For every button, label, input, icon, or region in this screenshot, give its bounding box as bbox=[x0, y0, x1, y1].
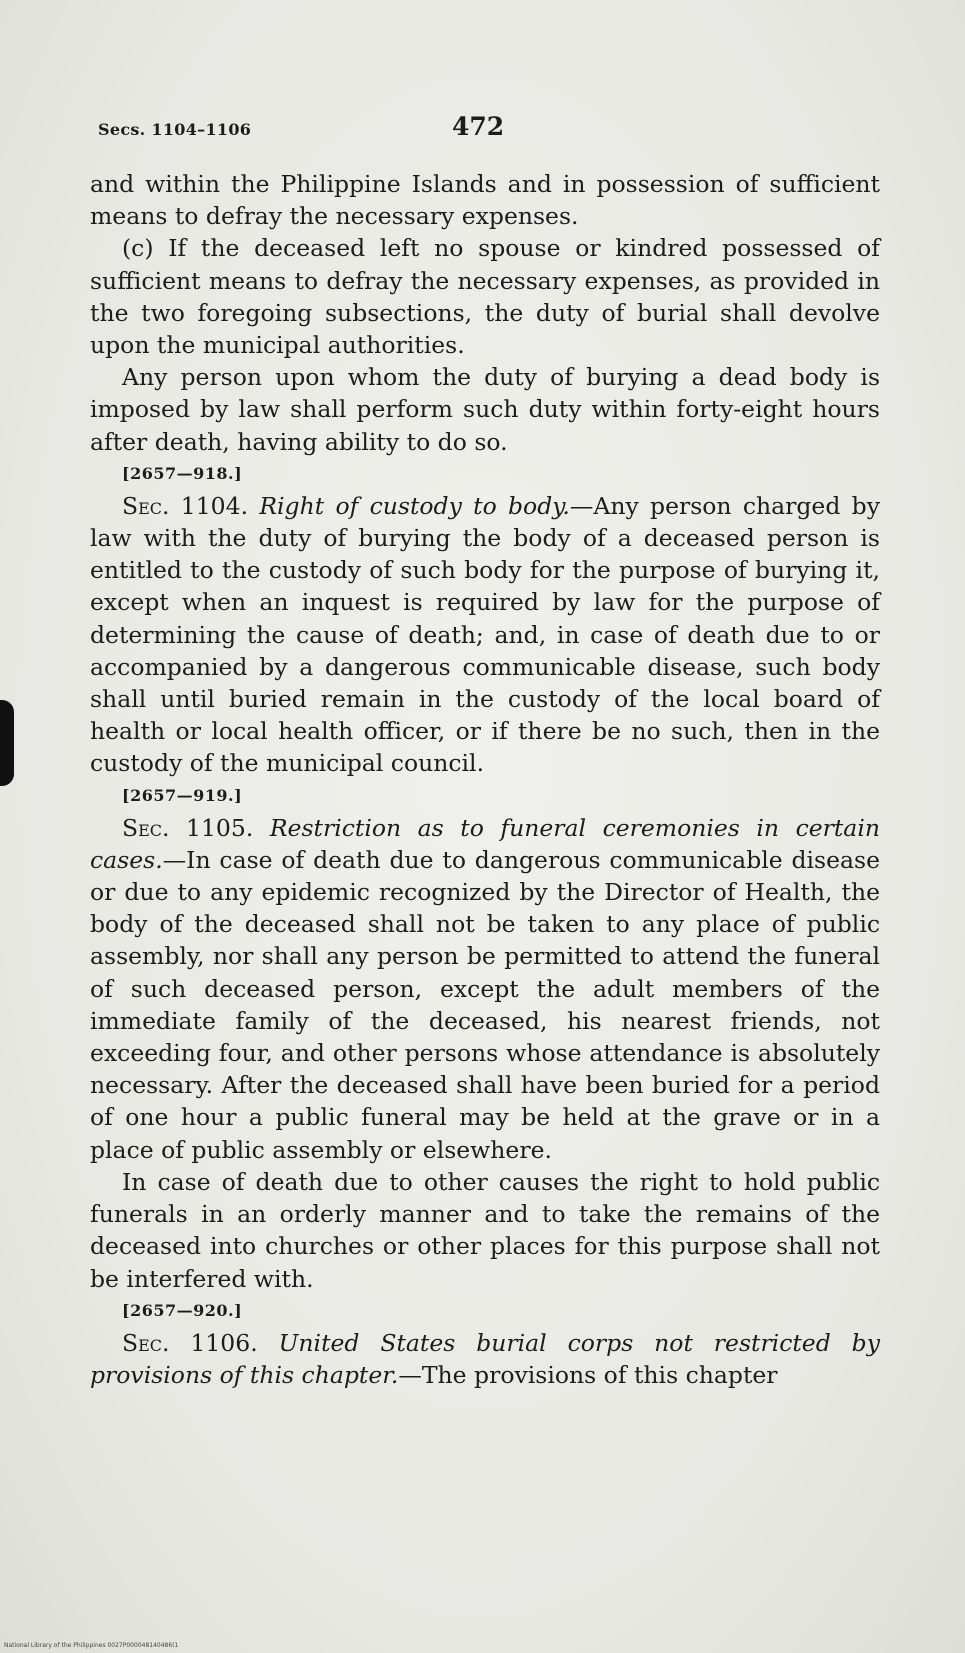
section-1106 bbox=[90, 1327, 880, 1391]
section-label: Sec. 1104. bbox=[122, 491, 249, 520]
body-text bbox=[90, 168, 880, 1391]
section-text: —The provisions of this chapter bbox=[398, 1360, 778, 1389]
section-title: Restriction as to funeral ceremonies in certain cases. bbox=[90, 813, 880, 874]
binding-shadow bbox=[0, 700, 14, 786]
section-text: —In case of death due to dangerous communicable disease or due to any epidemic recognized by the Director of Health, the body of the deceased shall not be taken to any place of public assembly, nor shall any person be permitted to attend the funeral of such deceased person, except the adult members of the immediate family of the deceased, his nearest friends, not exceeding four, and other persons whose attendance is absolutely necessary. After the deceased shall have been buried for a period of one hour a public funeral may be held at the grave or in a place of public assembly or elsewhere. bbox=[90, 845, 880, 1164]
citation: [2657—918.] bbox=[122, 463, 243, 483]
section-label: Sec. 1105. bbox=[122, 813, 254, 842]
paragraph: Any person upon whom the duty of burying a dead body is imposed by law shall perform such duty within forty-eight hours after death, having ability to do so. bbox=[90, 363, 880, 456]
scan-footer: National Library of the Philippines 0027P000048140486(1 bbox=[4, 1642, 179, 1649]
section-text: —Any person charged by law with the duty of burying the body of a deceased person is entitled to the custody of such body for the purpose of burying it, except when an inquest is required by law for the purpose of determining the cause of death; and, in case of death due to or accompanied by a dangerous communicable disease, such body shall until buried remain in the custody of the local board of health or local health officer, or if there be no such, then in the custody of the municipal council. bbox=[90, 491, 880, 778]
citation: [2657—920.] bbox=[122, 1300, 243, 1320]
section-title: United States burial corps not restricted by provisions of this chapter. bbox=[90, 1328, 880, 1389]
paragraph: In case of death due to other causes the right to hold public funerals in an orderly manner and to take the remains of the deceased into churches or other places for this purpose shall not be interfered with. bbox=[90, 1167, 880, 1293]
paragraph: and within the Philippine Islands and in possession of sufficient means to defray the necessary expenses. bbox=[90, 170, 880, 231]
running-head: Secs. 1104–1106 bbox=[98, 120, 252, 139]
paragraph: (c) If the deceased left no spouse or kindred possessed of sufficient means to defray the necessary expenses, as provided in the two foregoing subsections, the duty of burial shall devolve upon the municipal authorities. bbox=[90, 234, 880, 360]
citation: [2657—919.] bbox=[122, 785, 243, 805]
section-title: Right of custody to body. bbox=[259, 491, 570, 520]
section-1104 bbox=[90, 490, 880, 780]
section-1105 bbox=[90, 812, 880, 1166]
page-number: 472 bbox=[452, 112, 505, 141]
section-label: Sec. 1106. bbox=[122, 1328, 258, 1357]
